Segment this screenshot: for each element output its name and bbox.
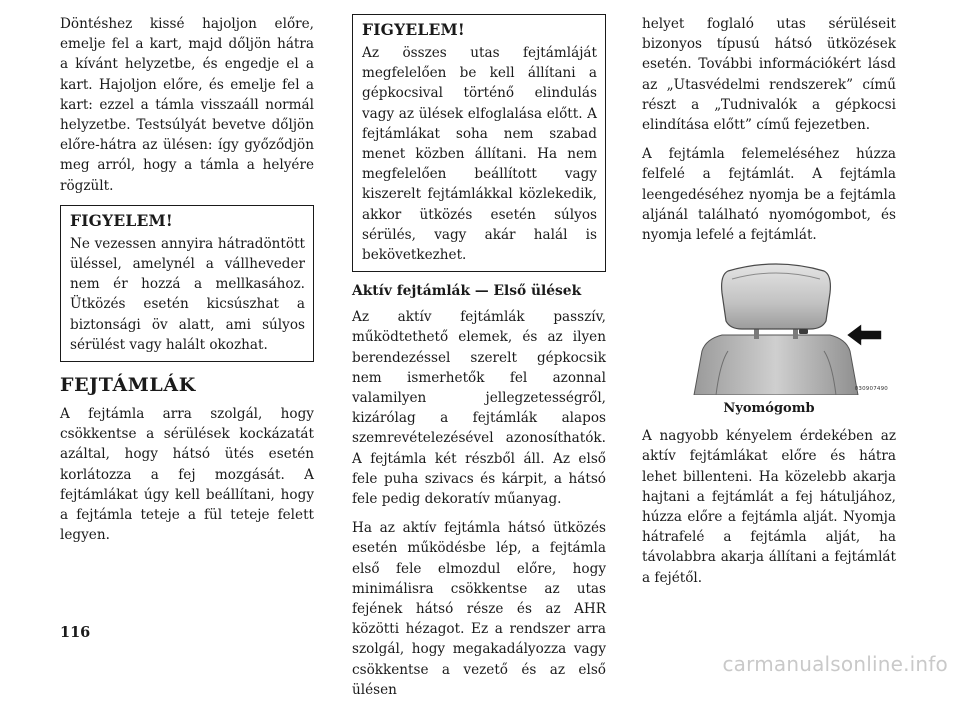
headrest-shape [722,264,831,329]
middle-column [352,14,606,709]
headrest-drawing [676,259,890,395]
figure-code: 030907490 [854,386,888,393]
page-number: 116 [60,624,91,641]
continued-paragraph: helyet foglaló utas sérüléseit bizonyos típusú hátsó ütközések esetén. További információkért lásd az „Utasvédelmi rendszerek” című részt a „Tudnivalók a gépkocsi elindítása előtt” című fejezetben. [642,16,896,134]
push-button [799,329,808,334]
warning-box-recline [60,205,314,362]
figure-caption: Nyomógomb [723,401,815,417]
warning-text: Ne vezessen annyira hátradöntött üléssel, amelynél a vállheveder nem ér hozzá a mellkasához. Ütközés esetén kicsúszhat a biztonsági öv alatt, ami súlyos sérülést vagy halált okozhat. [70,235,305,353]
left-column [60,14,314,554]
headrest-intro-paragraph: A fejtámla arra szolgál, hogy csökkentse a sérülések kockázatát azáltal, hogy hátsó ütés esetén korlátozza a fej mozgását. A fejtámlákat úgy kell beállítani, hogy a fejtámla teteje a fül teteje felett legyen. [60,406,314,544]
subheading-active-headrests: Aktív fejtámlák — Első ülések [352,283,582,300]
warning-box-headrests [352,14,606,272]
warning-text: Az összes utas fejtámláját megfelelően be kell állítani a gépkocsival történő elindulás vagy az ülések elfoglalása előtt. A fejtámlákat soha nem szabad menet közben állítani. Ha nem megfelelően beállított vagy kiszerelt fejtámlákkal közlekedik, akkor ütközés esetén súlyos sérülés, vagy akár halál is bekövetkezhet. [362,45,597,264]
tilt-paragraph: A nagyobb kényelem érdekében az aktív fejtámlákat előre és hátra lehet billenteni. Ha közelebb akarja hajtani a fejtámlát a fej hátuljához, húzza előre a fejtámla alját. Nyomja hátrafelé a fejtámla alját, ha távolabbra akarja állítani a fejtámlát a fejétől. [642,428,896,586]
seatback-shape [694,335,858,395]
headrest-illustration [676,259,890,395]
rear-impact-paragraph: Ha az aktív fejtámla hátsó ütközés esetén működésbe lép, a fejtámla első fele elmozdul előre, hogy minimálisra csökkentse az utas fejének hátsó része és az AHR közötti hézagot. Ez a rendszer arra szolgál, hogy megakadályozza vagy csökkentse a vezető és az első ülésen [352,520,606,698]
warning-title: FIGYELEM! [70,210,173,230]
watermark: carmanualsonline.info [722,652,948,676]
raise-lower-paragraph: A fejtámla felemeléséhez húzza felfelé a fejtámlát. A fejtámla leengedéséhez nyomja be a fejtámla aljánál található nyomógombot, és nyomja lefelé a fejtámlát. [642,146,896,244]
warning-title: FIGYELEM! [362,20,465,39]
arrow-icon [846,323,882,347]
active-headrest-paragraph: Az aktív fejtámlák passzív, működtethető elemek, és az ilyen berendezéssel szerelt gépkocsik nem ismerhetők fel azonnal valamilyen jellegzetességről, kizárólag a fejtámlák alapos szemrevételezésével azonosíthatók. A fejtámla két részből áll. Az első fele puha szivacs és kárpit, a hátsó fele pedig dekoratív műanyag. [352,309,606,508]
intro-paragraph: Döntéshez kissé hajoljon előre, emelje fel a kart, majd dőljön hátra a kívánt helyzetbe, és engedje el a kart. Hajoljon előre, és emelje fel a kart: ezzel a támla visszaáll normál helyzetbe. Testsúlyát bevetve dőljön előre-hátra az ülésen: így győződjön meg arról, hogy a támla a helyére rögzült. [60,16,314,194]
section-heading-headrests: FEJTÁMLÁK [60,374,196,397]
right-column [642,14,896,597]
